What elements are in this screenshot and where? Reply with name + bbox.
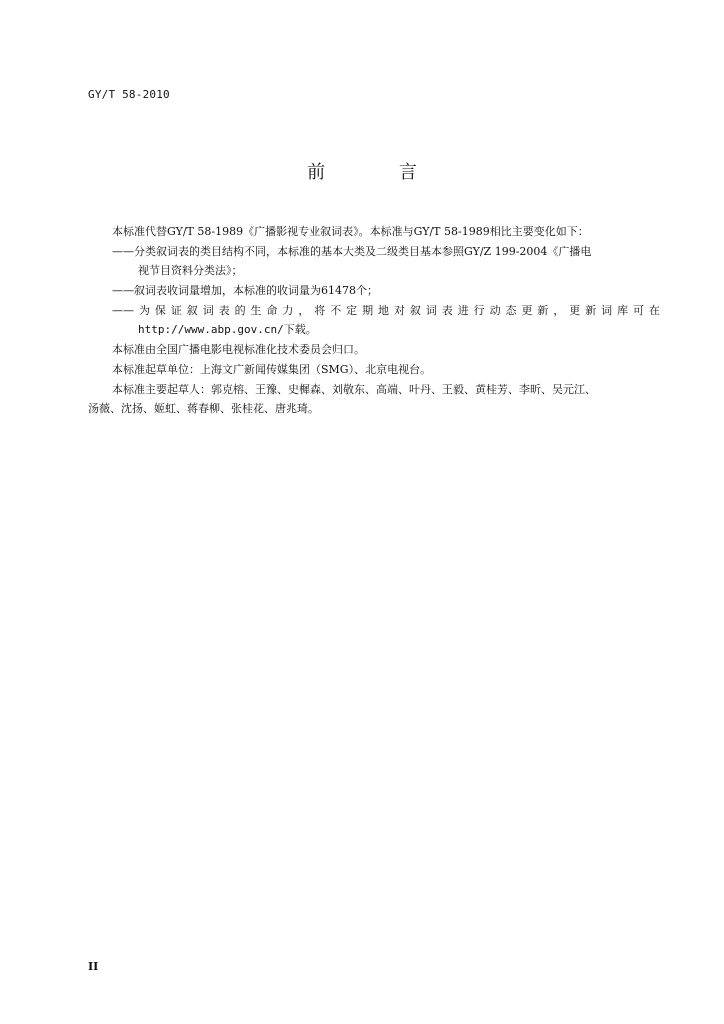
- justified-char: 生: [250, 303, 262, 317]
- paragraph-drafters-cont: 汤薇、沈扬、姬虹、蒋春柳、张桂花、唐兆琦。: [88, 402, 319, 416]
- list-item-structure-cont: 视节目资料分类法》；: [138, 264, 243, 278]
- justified-char: 表: [441, 303, 453, 317]
- justified-char: 行: [473, 303, 485, 317]
- justified-char: 词: [425, 303, 437, 317]
- page-title: 前 言: [307, 162, 451, 183]
- paragraph-drafting-units: 本标准起草单位：上海文广新闻传媒集团（SMG）、北京电视台。: [112, 362, 432, 376]
- justified-char: 态: [505, 303, 517, 317]
- justified-char: 在: [648, 303, 660, 317]
- justified-char: 定: [346, 303, 358, 317]
- justified-char: 证: [170, 303, 182, 317]
- justified-char: 地: [378, 303, 389, 317]
- justified-char: 表: [218, 303, 230, 317]
- justified-char: 库: [617, 303, 629, 317]
- justified-char: 将: [314, 303, 326, 317]
- justified-char: 期: [362, 303, 374, 317]
- justified-char: 不: [330, 303, 342, 317]
- dash-mark: ——: [112, 303, 134, 317]
- justified-char: 叙: [186, 303, 198, 317]
- page-number: II: [88, 960, 99, 973]
- justified-char: 词: [202, 303, 214, 317]
- justified-char: 对: [393, 303, 405, 317]
- justified-char: ，: [298, 303, 310, 317]
- list-item-vocabulary: ——叙词表收词量增加，本标准的收词量为61478个；: [112, 284, 378, 298]
- standard-code: GY/T 58-2010: [88, 88, 170, 101]
- justified-char: 更: [521, 303, 533, 317]
- justified-char: 进: [457, 303, 469, 317]
- justified-char: 新: [537, 303, 549, 317]
- download-url[interactable]: http://www.abp.gov.cn/下载。: [138, 323, 317, 337]
- justified-char: 力: [282, 303, 294, 317]
- justified-char: 词: [601, 303, 613, 317]
- paragraph-drafters: 本标准主要起草人：郭克榕、王豫、史樨森、刘敬东、高端、叶丹、王毅、黄桂芳、李昕、吴元江、: [112, 382, 596, 396]
- list-item-update: [88, 301, 660, 321]
- justified-char: 的: [234, 303, 246, 317]
- foreword-body: [88, 222, 660, 419]
- justified-char: 保: [154, 303, 166, 317]
- paragraph-replacement: 本标准代替GY/T 58-1989《广播影视专业叙词表》。本标准与GY/T 58-1989相比主要变化如下：: [112, 225, 589, 238]
- justified-char: 命: [266, 303, 278, 317]
- justified-char: 新: [585, 303, 597, 317]
- list-item-structure: ——分类叙词表的类目结构不同，本标准的基本大类及二级类目基本参照GY/Z 199-2004《广播电: [112, 244, 592, 258]
- justified-char: 叙: [409, 303, 421, 317]
- justified-char: 为: [138, 303, 150, 317]
- justified-char: 更: [569, 303, 581, 317]
- justified-char: ，: [553, 303, 565, 317]
- justified-char: 动: [489, 303, 501, 317]
- justified-char: 可: [633, 303, 644, 317]
- paragraph-committee: 本标准由全国广播电影电视标准化技术委员会归口。: [112, 343, 365, 357]
